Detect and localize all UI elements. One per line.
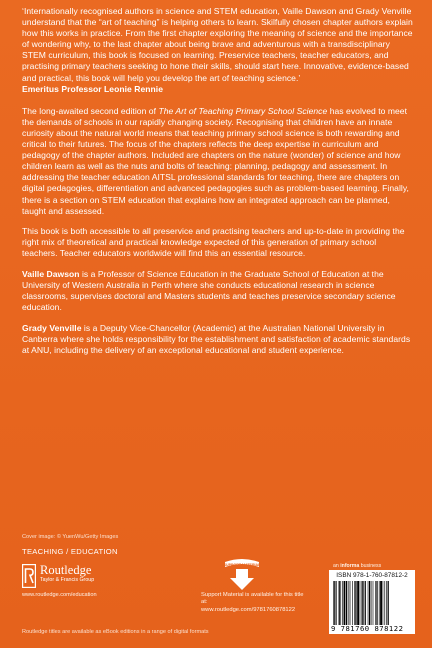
author-bio-dawson xyxy=(22,269,414,313)
ean-digits: 9 781760 878122 xyxy=(331,624,404,633)
barcode-bars xyxy=(332,581,412,625)
publisher-website: www.routledge.com/education xyxy=(22,592,97,598)
audience-paragraph: This book is both accessible to all preservice and practising teachers and up-to-date in providing the right mix of theoretical and practical knowledge expected of this generation of primary school teachers. Teacher educators worldwide will find this an essential resource. xyxy=(22,226,405,259)
support-material-note xyxy=(201,592,311,614)
book-title: The Art of Teaching Primary School Science xyxy=(158,105,328,116)
author-name: Vaille Dawson xyxy=(22,268,80,279)
publisher-division: Taylor & Francis Group xyxy=(40,577,95,583)
endorser-name: Emeritus Professor Leonie Rennie xyxy=(22,83,164,94)
isbn-number: ISBN 978-1-760-87812-2 xyxy=(336,572,408,579)
book-description xyxy=(22,106,414,217)
routledge-r-logo-icon xyxy=(22,564,36,588)
informa-tag xyxy=(333,563,381,569)
author-bio-venville xyxy=(22,323,414,356)
isbn-barcode xyxy=(329,570,415,634)
publisher-name: Routledge xyxy=(40,563,92,577)
quote-text: ‘Internationally recognised authors in science and STEM education, Vaille Dawson and Grady Venville understand that the “art of teaching” is helping others to learn. Skilfully chosen chapter authors explain how this works in practice. From the first chapter exploring the meaning of science and the importance of wondering why, to the last chapter about being brave and adventurous with a transdisciplinary STEM curriculum, this book is focused on learning. Preservice teachers, teacher educators, and practising primary teachers seeking to hone their skills, should start here. Innovative, evidence-based and practical, this book will help you develop the art of teaching science.’ xyxy=(22,6,413,83)
informa-brand: informa xyxy=(340,563,360,569)
support-badge-label: SUPPORT MATERIAL xyxy=(223,562,261,567)
description-rest: has evolved to meet the demands of schools in our rapidly changing society. Recognising that children have an innate curiosity about the natural world means that teaching primary school science is both rewarding and critical to their futures. The focus of the chapters reflects the deep expertise in curriculum and pedagogy of the chapter authors. Included are chapters on the nature (wonder) of science and how children learn as well as the nuts and bolts of teaching: planning, pedagogy and assessment. In addressing the teacher education AITSL professional standards for teaching, there are chapters on digital pedagogies, differentiation and advanced pedagogies such as problem-based learning. Finally, there is a section on STEM education that explains how an integrated approach can be planned, taught and assessed. xyxy=(22,105,409,216)
ebook-availability-note: Routledge titles are available as eBook editions in a range of digital formats xyxy=(22,629,209,635)
subject-category: TEACHING / EDUCATION xyxy=(22,547,118,556)
support-line: Support Material is available for this title at: xyxy=(201,592,304,606)
endorsement-quote xyxy=(22,6,414,95)
download-badge-icon xyxy=(219,558,265,594)
publisher-logo xyxy=(22,564,182,604)
author-bio: is a Deputy Vice-Chancellor (Academic) at the Australian National University in Canberra where she holds responsibility for the establishment and satisfaction of academic standards at ANU, including the delivery of an exceptional educational and student experience. xyxy=(22,322,411,356)
informa-suffix: business xyxy=(359,563,382,569)
informa-prefix: an xyxy=(333,563,341,569)
cover-text xyxy=(22,6,414,366)
author-name: Grady Venville xyxy=(22,322,82,333)
author-bio: is a Professor of Science Education in the Graduate School of Education at the University of Western Australia in Perth where she conducts educational research in science classrooms, supervises doctoral and Masters students and teaches preservice secondary science education. xyxy=(22,268,396,313)
cover-image-credit: Cover image: © YuenWu/Getty Images xyxy=(22,534,119,540)
description-intro: The long-awaited second edition of xyxy=(22,105,159,116)
support-url: www.routledge.com/9781760878122 xyxy=(201,606,296,613)
